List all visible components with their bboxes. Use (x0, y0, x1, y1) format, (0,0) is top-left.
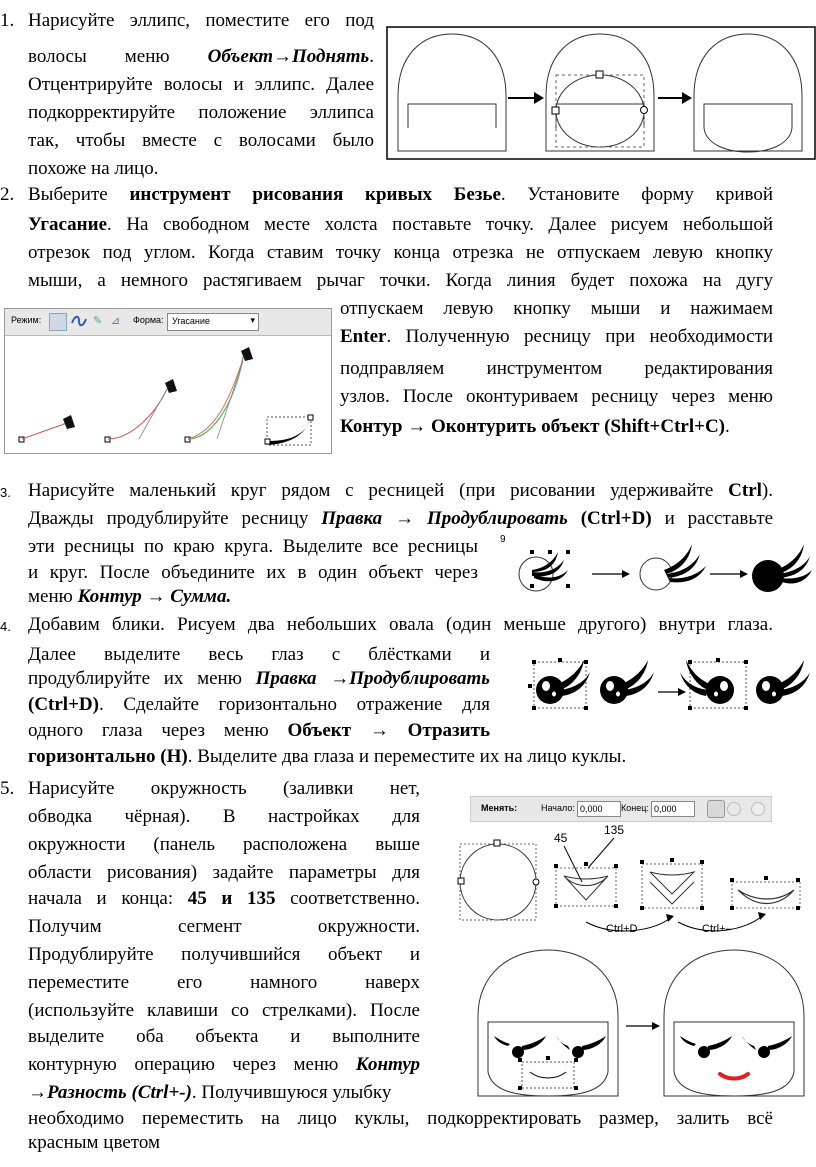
text-line: отрезок под углом. Когда ставим точку конца отрезка не отпускаем левую кнопку (28, 242, 773, 263)
text-line: (Ctrl+D). Сделайте горизонтально отражение для (28, 694, 490, 715)
text-line: Далее выделите весь глаз с блёстками и (28, 644, 490, 665)
text-line: похоже на лицо. (28, 158, 159, 179)
shape-label: Форма: (133, 315, 164, 325)
step-number: 4. (0, 619, 11, 634)
ctrl-minus-label: Ctrl+– (702, 923, 732, 935)
angle-135-label: 135 (604, 823, 625, 837)
paraxial-mode-icon[interactable]: ⊿ (111, 315, 121, 327)
text-line: волосы меню Объект→Поднять. (28, 46, 374, 67)
arc-segment-icon[interactable] (707, 800, 725, 818)
text-line: Нарисуйте маленький круг рядом с ресницей (при рисовании удерживайте Ctrl). (28, 480, 773, 501)
text-line: обводка чёрная). В настройках для (28, 806, 420, 827)
text-line: Отцентрируйте волосы и эллипс. Далее (28, 74, 374, 95)
text-line: так, чтобы вместе с волосами было (28, 130, 374, 151)
arc-reset-icon[interactable] (751, 802, 765, 816)
figure-head-ellipse (386, 26, 816, 160)
figure-eyelashes (496, 530, 812, 596)
text-line: продублируйте их меню Правка →Продублировать (28, 668, 490, 689)
mode-label: Режим: (11, 315, 42, 325)
figure-arc (456, 820, 800, 940)
text-line: Нарисуйте эллипс, поместите его под (28, 10, 374, 31)
text-line: эти ресницы по краю круга. Выделите все ресницы (28, 536, 478, 557)
arc-open-icon[interactable] (727, 802, 741, 816)
text-line: одного глаза через меню Объект → Отразить (28, 720, 491, 741)
text-line: горизонтально (H). Выделите два глаза и переместите их на лицо куклы. (28, 746, 627, 767)
text-line: Enter. Полученную ресницу при необходимости (340, 326, 773, 347)
text-line: выделите оба объекта и выполните (28, 1026, 420, 1047)
text-line: Выберите инструмент рисования кривых Безье. Установите форму кривой (28, 184, 773, 205)
figure-bezier (4, 308, 332, 454)
figure-label: 9 (500, 534, 506, 545)
shape-select[interactable] (167, 313, 259, 331)
step-number: 5. (0, 778, 15, 799)
step-number: 3. (0, 485, 11, 500)
text-line: мыши, а немного растягиваем рычаг точки. Когда линия будет похожа на дугу (28, 270, 773, 291)
text-line: области рисования) задайте параметры для (28, 862, 420, 883)
chevron-down-icon: ▾ (250, 315, 255, 325)
shape-select-value: Угасание (172, 316, 210, 326)
text-line: начала и конца: 45 и 135 соответственно. (28, 888, 421, 909)
figure-doll-faces (470, 946, 810, 1102)
text-line: узлов. После оконтуриваем ресницу через меню (340, 386, 773, 407)
text-line: подправляем инструментом редактирования (340, 358, 773, 379)
arc-start-input[interactable]: 0,000 (577, 801, 621, 817)
text-line: (используйте клавиши со стрелками). После (28, 1000, 420, 1021)
text-line: и круг. После объедините их в один объект через (28, 562, 478, 583)
text-line: отпускаем левую кнопку мыши и нажимаем (340, 298, 773, 319)
text-line: красным цветом (28, 1132, 160, 1153)
text-line: Получим сегмент окружности. (28, 916, 420, 937)
step-number: 2. (0, 184, 15, 205)
arc-start-label: Начало: (541, 803, 575, 813)
bezier-canvas (5, 335, 331, 453)
text-line: Продублируйте получившийся объект и (28, 944, 420, 965)
text-line: переместите его намного наверх (28, 972, 420, 993)
angle-45-label: 45 (554, 831, 568, 845)
text-line: меню Контур → Сумма. (28, 586, 232, 607)
text-line: окружности (панель расположена выше (28, 834, 420, 855)
bezier-toolbar (5, 309, 331, 336)
step-number: 1. (0, 10, 15, 31)
text-line: Добавим блики. Рисуем два небольших овала (один меньше другого) внутри глаза. (28, 614, 773, 635)
arc-tab-label: Менять: (481, 803, 518, 813)
figure-eyes (524, 654, 814, 718)
text-line: Контур → Оконтурить объект (Shift+Ctrl+C). (340, 416, 730, 437)
arc-toolbar (470, 796, 772, 822)
bspline-mode-icon[interactable]: ✎ (93, 315, 103, 327)
text-line: Дважды продублируйте ресницу Правка → Продублировать (Ctrl+D) и расставьте (28, 508, 774, 529)
ctrl-d-label: Ctrl+D (606, 923, 638, 935)
text-line: подкорректируйте положение эллипса (28, 102, 374, 123)
text-line: Нарисуйте окружность (заливки нет, (28, 778, 420, 799)
text-line: необходимо переместить на лицо куклы, подкорректировать размер, залить всё (28, 1108, 773, 1129)
text-line: →Разность (Ctrl+-). Получившуюся улыбку (28, 1082, 392, 1103)
arc-end-label: Конец: (621, 803, 649, 813)
text-line: контурную операцию через меню Контур (28, 1054, 420, 1075)
spiro-mode-icon[interactable] (71, 315, 87, 327)
bezier-mode-icon[interactable] (49, 313, 67, 331)
text-line: Угасание. На свободном месте холста поставьте точку. Далее рисуем небольшой (28, 214, 773, 235)
arc-end-input[interactable]: 0,000 (651, 801, 695, 817)
